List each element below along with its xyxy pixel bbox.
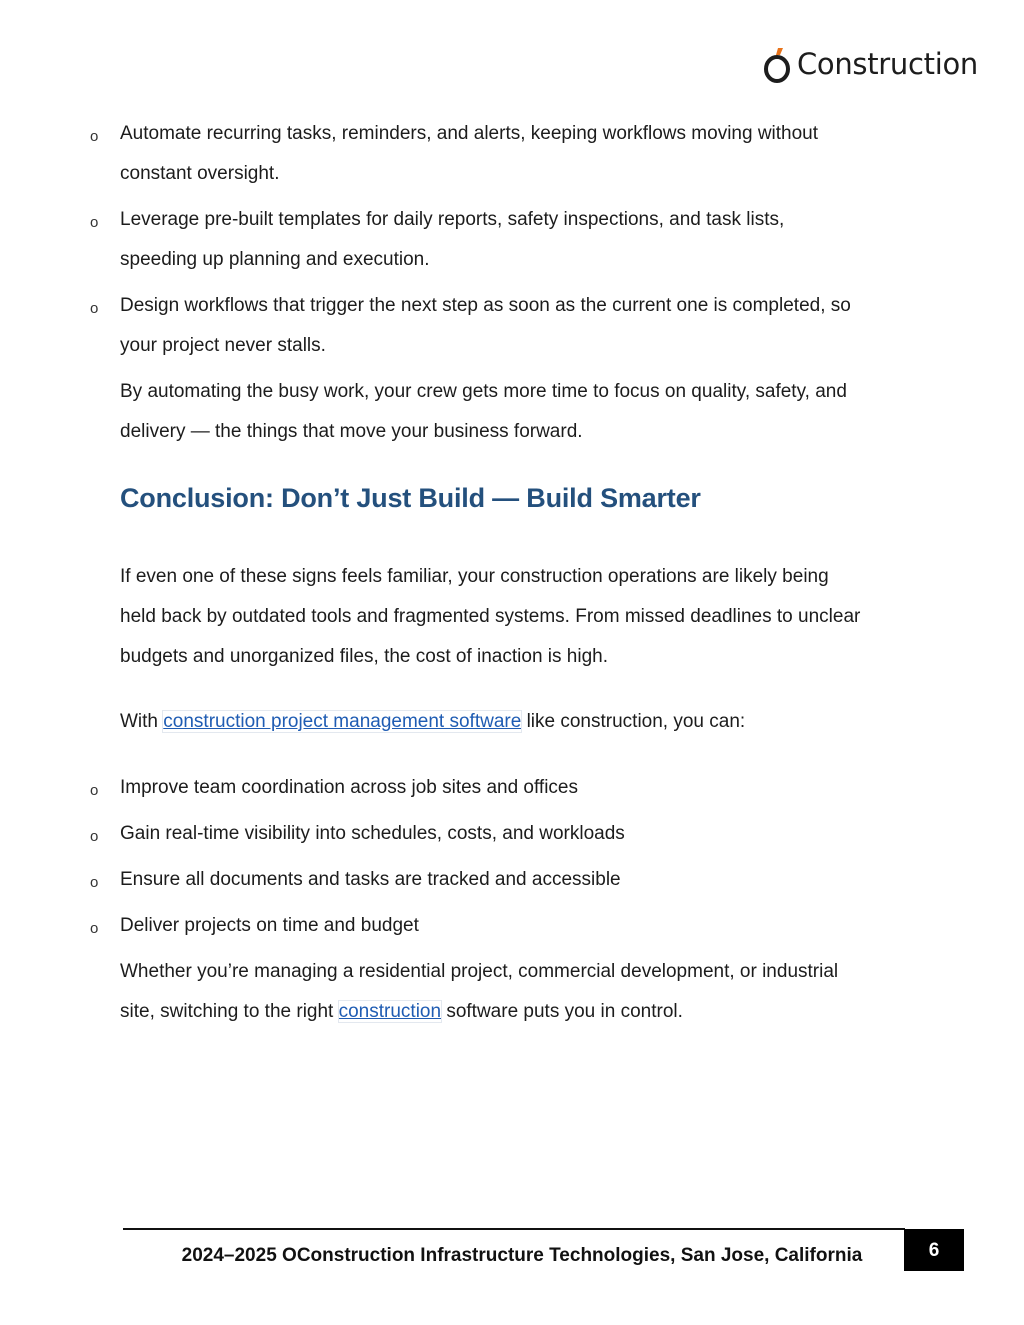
conclusion-intro-paragraph: [120, 557, 910, 677]
closing-paragraph: [120, 952, 910, 1032]
pm-software-link[interactable]: construction project management software: [163, 711, 522, 732]
bullet-marker: o: [90, 214, 99, 231]
paragraph-line: By automating the busy work, your crew gets more time to focus on quality, safety, and: [120, 381, 847, 402]
bullet-marker: o: [90, 300, 99, 317]
paragraph-line: delivery — the things that move your business forward.: [120, 421, 583, 442]
list-item-line: Leverage pre-built templates for daily reports, safety inspections, and task lists,: [120, 209, 785, 230]
bullet-marker: o: [90, 874, 99, 891]
automation-paragraph: [120, 372, 910, 452]
header-logo: [763, 40, 978, 88]
with-line: [120, 702, 910, 742]
list-item: [120, 286, 910, 366]
logo-o-icon: [763, 44, 793, 84]
list-item-line: Design workflows that trigger the next step as soon as the current one is completed, so: [120, 295, 851, 316]
construction-link[interactable]: construction: [338, 1001, 442, 1022]
benefit-item: Improve team coordination across job sites and offices: [120, 777, 578, 798]
list-item-line: Automate recurring tasks, reminders, and alerts, keeping workflows moving without: [120, 123, 819, 144]
list-item: [120, 114, 910, 194]
closing-suffix: software puts you in control.: [441, 1001, 683, 1022]
with-line-prefix: With: [120, 711, 164, 732]
page-number: 6: [904, 1229, 964, 1271]
conclusion-heading: Conclusion: Don’t Just Build — Build Smarter: [120, 483, 701, 513]
closing-prefix: site, switching to the right: [120, 1001, 339, 1022]
list-item: [120, 200, 910, 280]
footer-text: 2024–2025 OConstruction Infrastructure Technologies, San Jose, California: [181, 1245, 863, 1266]
with-line-suffix: like construction, you can:: [521, 711, 746, 732]
benefit-item: Gain real-time visibility into schedules, costs, and workloads: [120, 823, 625, 844]
bullet-marker: o: [90, 782, 99, 799]
list-item-line: constant oversight.: [120, 163, 280, 184]
paragraph-line: [120, 992, 910, 1032]
bullet-marker: o: [90, 128, 99, 145]
paragraph-line: Whether you’re managing a residential project, commercial development, or industrial: [120, 961, 839, 982]
paragraph-line: budgets and unorganized files, the cost of inaction is high.: [120, 646, 608, 667]
list-item-line: your project never stalls.: [120, 335, 326, 356]
logo-text: Construction: [796, 47, 978, 81]
list-item-line: speeding up planning and execution.: [120, 249, 430, 270]
paragraph-line: If even one of these signs feels familiar, your construction operations are likely being: [120, 566, 829, 587]
footer-divider: [123, 1228, 905, 1230]
paragraph-line: held back by outdated tools and fragmented systems. From missed deadlines to unclear: [120, 606, 861, 627]
benefit-item: Ensure all documents and tasks are tracked and accessible: [120, 869, 621, 890]
bullet-marker: o: [90, 828, 99, 845]
bullet-marker: o: [90, 920, 99, 937]
benefit-item: Deliver projects on time and budget: [120, 915, 419, 936]
